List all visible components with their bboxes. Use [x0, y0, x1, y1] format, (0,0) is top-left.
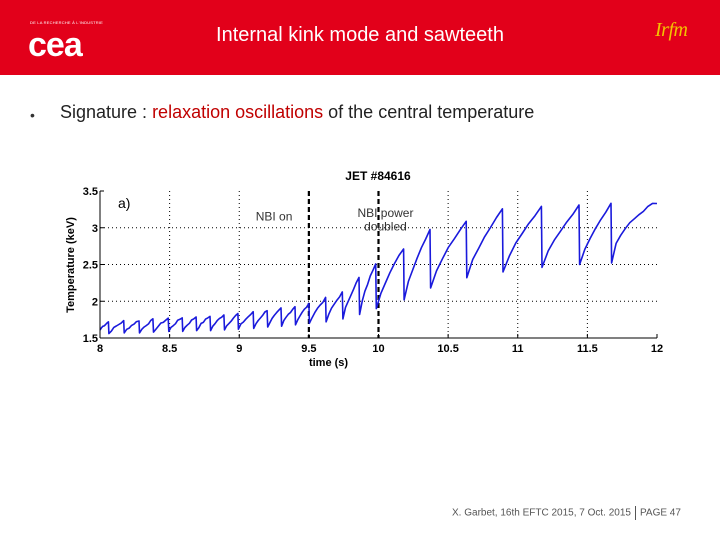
- x-tick-label: 9.5: [301, 343, 317, 355]
- footer-separator: [635, 506, 636, 520]
- slide-footer: [452, 506, 681, 520]
- panel-label: a): [118, 195, 131, 211]
- x-tick-label: 12: [650, 343, 664, 355]
- y-tick-label: 2: [91, 296, 98, 309]
- x-tick-label: 11: [511, 343, 524, 355]
- bullet-suffix: of the central temperature: [323, 102, 535, 122]
- cea-logo-text: cea: [28, 26, 82, 64]
- x-tick-label: 11.5: [576, 343, 598, 355]
- x-tick-label: 9: [236, 343, 243, 355]
- x-tick-label: 10.5: [437, 343, 459, 355]
- y-tick-label: 1.5: [82, 333, 98, 345]
- x-tick-label: 8.5: [161, 343, 178, 355]
- y-axis-label: Temperature (keV): [65, 217, 77, 313]
- page-number: PAGE 47: [639, 507, 681, 519]
- y-tick-label: 3: [91, 222, 98, 235]
- y-tick-label: 2.5: [82, 259, 98, 272]
- y-tick-label: 3.5: [82, 186, 98, 198]
- slide-title: Internal kink mode and sawteeth: [216, 24, 504, 46]
- x-tick-label: 10: [372, 343, 385, 355]
- irfm-logo-text: Irfm: [655, 19, 688, 41]
- chart-annotation: doubled: [364, 219, 407, 234]
- bullet-prefix: Signature :: [60, 102, 153, 122]
- chart-annotation: NBI power: [357, 206, 414, 221]
- footer-citation: X. Garbet, 16th EFTC 2015, 7 Oct. 2015: [452, 507, 631, 519]
- chart-title: JET #84616: [345, 169, 411, 183]
- bullet-highlight: relaxation oscillations: [152, 102, 324, 122]
- x-tick-label: 8: [96, 343, 104, 355]
- chart-annotation: NBI on: [255, 209, 293, 224]
- cea-logo-tagline: DE LA RECHERCHE À L'INDUSTRIE: [30, 20, 104, 25]
- bullet-symbol: •: [30, 107, 35, 123]
- x-axis-label: time (s): [308, 357, 349, 369]
